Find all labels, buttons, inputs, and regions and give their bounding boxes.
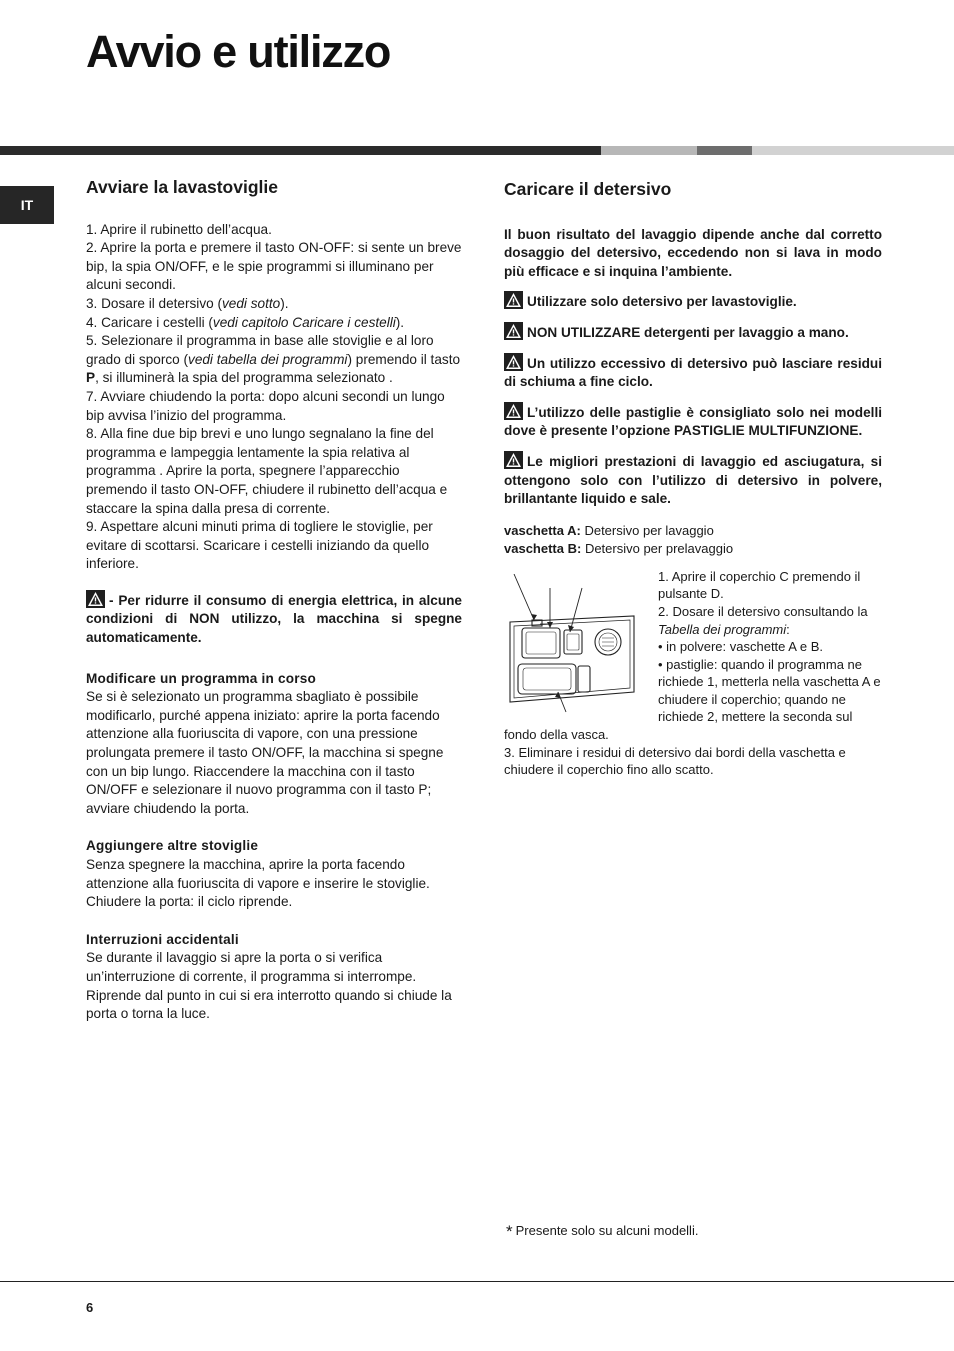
section-title: Interruzioni accidentali [86,931,239,947]
cup-a-label: vaschetta A: [504,522,581,538]
right-heading: Caricare il detersivo [504,179,672,199]
energy-note [86,590,462,648]
cup-b-text: Detersivo per prelavaggio [584,540,734,556]
rule-segment-dark [0,146,601,155]
warning-text: L’utilizzo delle pastiglie è consigliato solo nei modelli dove è presente l’opzione PASTIGLIE MULTIFUNZIONE. [504,404,882,439]
section-title: Aggiungere altre stoviglie [86,838,259,854]
right-column [504,176,882,779]
step-9: 9. Aspettare alcuni minuti prima di togliere le stoviglie, per evitare di scottarsi. Scaricare i cestelli iniziando da quello inferiore. [86,519,433,572]
detergent-intro: Il buon risultato del lavaggio dipende anche dal corretto dosaggio del detersivo, eccedendo non si lava in modo più efficace e si inquina l’ambiente. [504,226,882,279]
page-number: 6 [86,1300,94,1315]
warning-text: Un utilizzo eccessivo di detersivo può lasciare residui di schiuma a fine ciclo. [504,355,882,390]
page-title: Avvio e utilizzo [86,26,391,77]
section-add-dishes [86,837,462,911]
header-rule-bar [0,146,954,155]
warning-note [504,402,882,441]
section-title: Modificare un programma in corso [86,670,316,686]
instruction-powder: • in polvere: vaschette A e B. [658,639,823,655]
step-8: 8. Alla fine due bip brevi e uno lungo segnalano la fine del programma e lampeggia lentamente la spia relativa al programma . Aprire la porta, spegnere l’apparecchio premendo il tasto ON-OFF, chiudere il rubinetto dell’acqua e staccare la spina dalla presa di corrente. [86,426,448,516]
warning-icon [504,291,523,309]
dispenser-instructions [504,568,882,779]
start-steps [86,221,462,574]
warning-note [504,322,882,343]
instruction-1: 1. Aprire il coperchio C premendo il pulsante D. [658,568,861,602]
cup-b-label: vaschetta B: [504,540,582,556]
warning-text: Utilizzare solo detersivo per lavastoviglie. [527,294,797,310]
footnote-mark: * [506,1222,513,1241]
section-modify-program [86,670,462,819]
warning-note [504,291,882,312]
footnote-text: Presente solo su alcuni modelli. [515,1223,699,1238]
rule-segment-pale [752,146,954,155]
cup-a [504,522,882,540]
warning-text: Le migliori prestazioni di lavaggio ed asciugatura, si ottengono solo con l’utilizzo di detersivo in polvere, brillantante liquido e sale. [504,453,882,507]
step-3: 3. Dosare il detersivo (vedi sotto). [86,295,289,311]
warning-icon [504,451,523,469]
energy-note-text: - Per ridurre il consumo di energia elettrica, in alcune condizioni di NON utilizzo, la macchina si spegne automaticamente. [86,592,462,646]
detergent-dispenser-diagram [504,574,652,714]
rule-segment-mid [697,146,752,155]
cup-legend [504,522,882,558]
section-body: Senza spegnere la macchina, aprire la porta facendo attenzione alla fuoriuscita di vapore e inserire le stoviglie. Chiudere la porta: il ciclo riprende. [86,857,430,910]
step-1: 1. Aprire il rubinetto dell’acqua. [86,221,272,237]
cup-a-text: Detersivo per lavaggio [584,522,714,538]
cup-b [504,540,882,558]
section-interruptions [86,931,462,1024]
step-7: 7. Avviare chiudendo la porta: dopo alcuni secondi un lungo bip avvisa l’inizio del programma. [86,388,445,423]
section-body: Se si è selezionato un programma sbagliato è possibile modificarlo, purché appena iniziato: aprire la porta facendo attenzione alla fuoriuscita di vapore, con una pressione prolungata premere il tasto ON/OFF, la macchina si spegne con un bip lungo. Riaccendere la macchina con il tasto ON/OFF e selezionare il nuovo programma con il tasto P; avviare chiudendo la porta. [86,689,444,816]
footer-rule [0,1281,954,1282]
language-tab: IT [0,186,54,224]
instruction-2: 2. Dosare il detersivo consultando la Tabella dei programmi: [658,603,868,637]
rule-segment-light [601,146,697,155]
footnote [506,1222,698,1242]
warning-icon [86,590,105,608]
instruction-3: 3. Eliminare i residui di detersivo dai bordi della vaschetta e chiudere il coperchio fino allo scatto. [504,744,846,778]
left-column [86,176,462,1024]
step-4: 4. Caricare i cestelli (vedi capitolo Caricare i cestelli). [86,314,405,330]
warning-note [504,353,882,392]
warning-icon [504,402,523,420]
section-body: Se durante il lavaggio si apre la porta o si verifica un’interruzione di corrente, il programma si interrompe. Riprende dal punto in cui si era interrotto quando si chiude la porta o torna la luce. [86,950,452,1022]
warning-icon [504,322,523,340]
warning-note [504,451,882,509]
warning-text: NON UTILIZZARE detergenti per lavaggio a mano. [527,324,849,340]
step-2: 2. Aprire la porta e premere il tasto ON-OFF: si sente un breve bip, la spia ON/OFF, e le spie programmi si illuminano per alcuni secondi. [86,240,462,293]
warning-icon [504,353,523,371]
left-heading: Avviare la lavastoviglie [86,177,278,197]
instruction-tablets: • pastiglie: quando il programma ne richiede 1, metterla nella vaschetta A e chiudere il coperchio; quando ne richiede 2, mettere la seconda sul fondo della vasca. [504,656,881,743]
step-5: 5. Selezionare il programma in base alle stoviglie e al loro grado di sporco (vedi tabella dei programmi) premendo il tasto P, si illuminerà la spia del programma selezionato . [86,333,461,386]
